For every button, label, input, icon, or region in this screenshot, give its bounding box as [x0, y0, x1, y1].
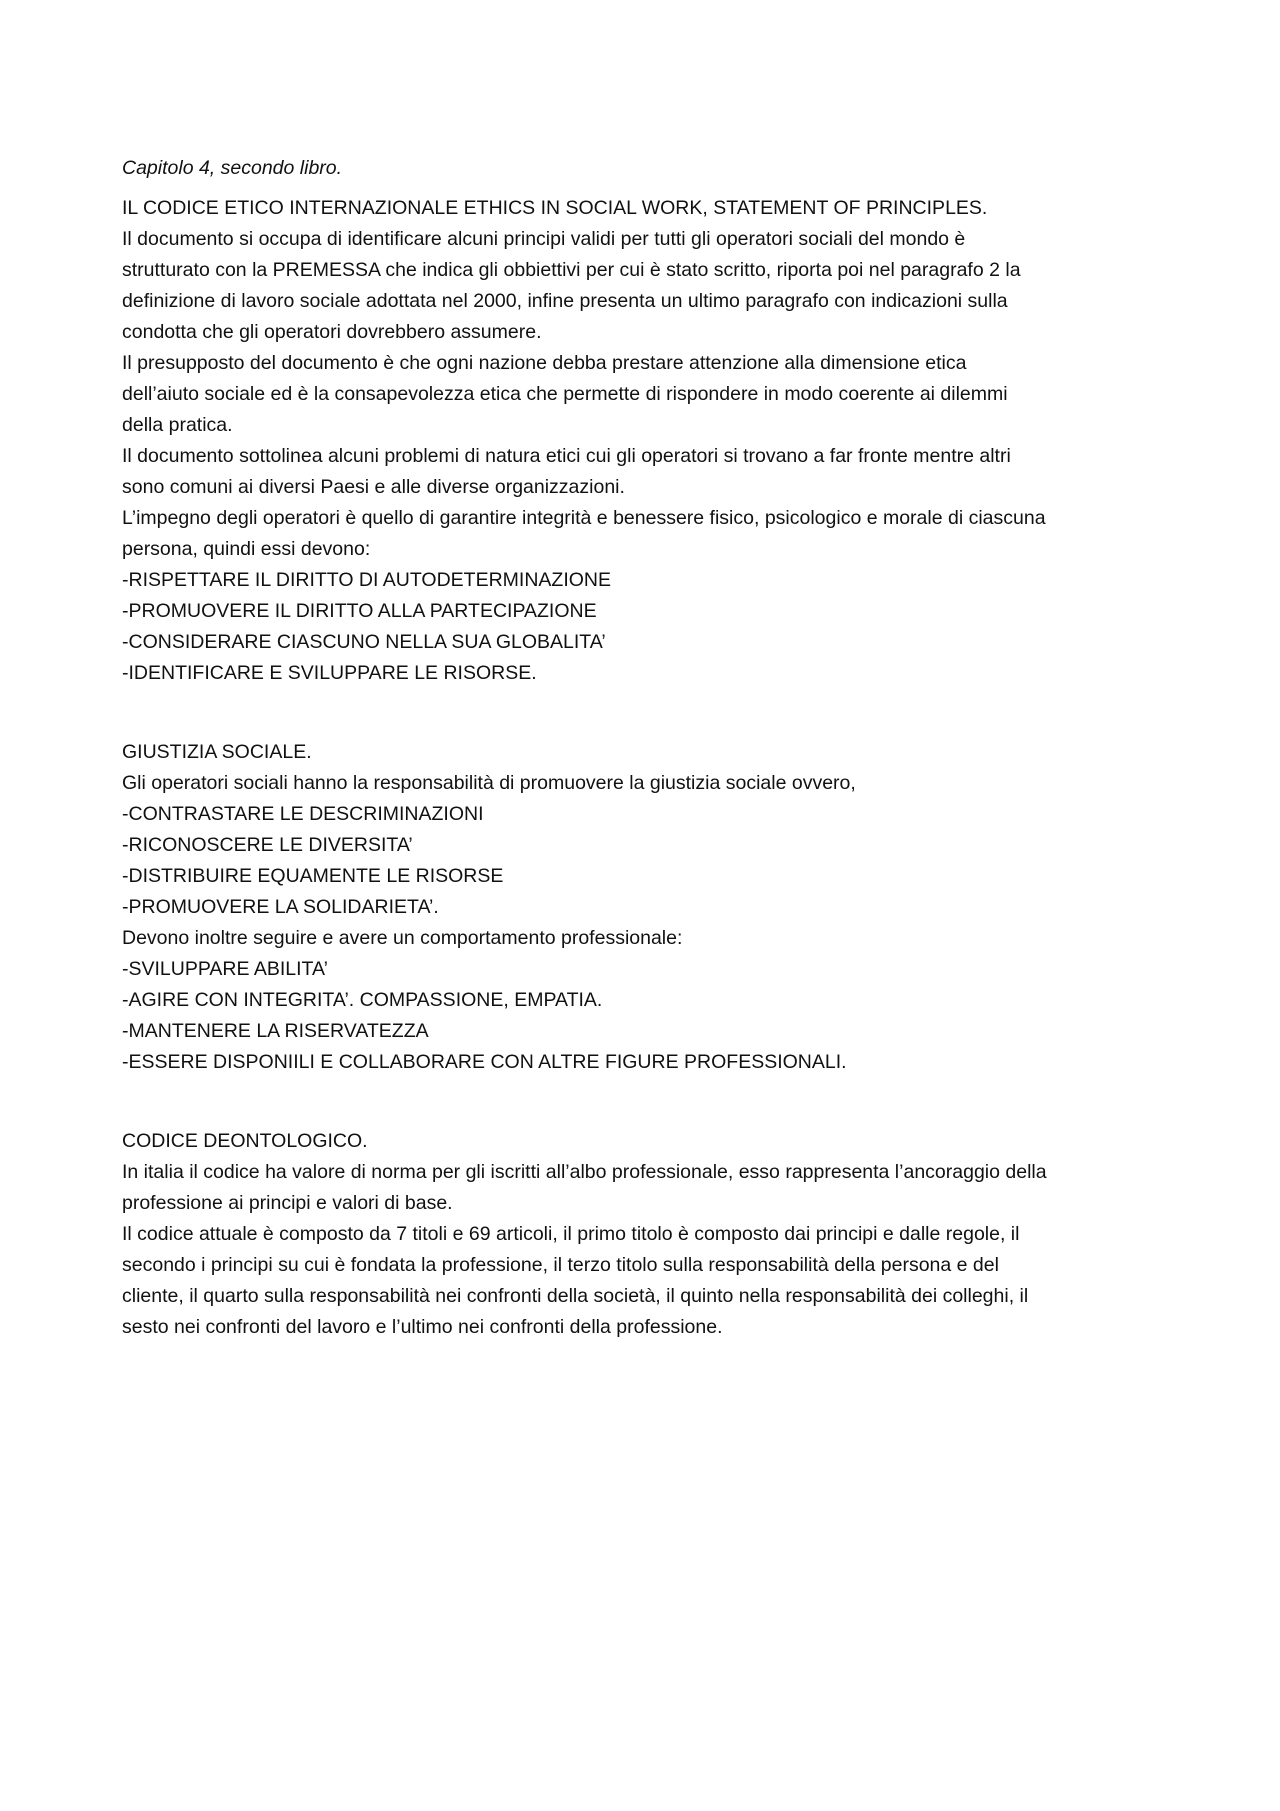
list-item: -SVILUPPARE ABILITA’ [122, 958, 328, 980]
list-item: -AGIRE CON INTEGRITA’. COMPASSIONE, EMPATIA. [122, 989, 603, 1011]
chapter-heading: Capitolo 4, secondo libro. [122, 157, 343, 179]
list-item: -IDENTIFICARE E SVILUPPARE LE RISORSE. [122, 662, 537, 684]
list-item: -RICONOSCERE LE DIVERSITA’ [122, 834, 413, 856]
section-title: GIUSTIZIA SOCIALE. [122, 741, 312, 763]
list-item: -MANTENERE LA RISERVATEZZA [122, 1020, 429, 1042]
section-deontological-code [122, 1126, 1172, 1343]
spacer [122, 689, 1172, 737]
paragraph-line: In italia il codice ha valore di norma per gli iscritti all’albo professionale, esso rappresenta l’ancoraggio della [122, 1161, 1047, 1183]
section-social-justice [122, 737, 1172, 1078]
document-body [122, 153, 1172, 1343]
paragraph-line: professione ai principi e valori di base. [122, 1192, 453, 1214]
paragraph-line: cliente, il quarto sulla responsabilità nei confronti della società, il quinto nella responsabilità dei colleghi, il [122, 1285, 1029, 1307]
paragraph-line: persona, quindi essi devono: [122, 538, 371, 560]
paragraph-line: Il documento si occupa di identificare alcuni principi validi per tutti gli operatori sociali del mondo è [122, 228, 966, 250]
paragraph-line: sesto nei confronti del lavoro e l’ultimo nei confronti della professione. [122, 1316, 723, 1338]
paragraph-line: sono comuni ai diversi Paesi e alle diverse organizzazioni. [122, 476, 625, 498]
list-item: -DISTRIBUIRE EQUAMENTE LE RISORSE [122, 865, 504, 887]
paragraph-line: secondo i principi su cui è fondata la professione, il terzo titolo sulla responsabilità della persona e del [122, 1254, 999, 1276]
paragraph-line: definizione di lavoro sociale adottata nel 2000, infine presenta un ultimo paragrafo con indicazioni sulla [122, 290, 1008, 312]
section-title: CODICE DEONTOLOGICO. [122, 1130, 368, 1152]
paragraph-line: L’impegno degli operatori è quello di garantire integrità e benessere fisico, psicologico e morale di ciascuna [122, 507, 1046, 529]
paragraph-line: strutturato con la PREMESSA che indica gli obbiettivi per cui è stato scritto, riporta poi nel paragrafo 2 la [122, 259, 1021, 281]
paragraph-line: Il presupposto del documento è che ogni nazione debba prestare attenzione alla dimensione etica [122, 352, 967, 374]
paragraph-line: della pratica. [122, 414, 233, 436]
list-item: -PROMUOVERE LA SOLIDARIETA’. [122, 896, 439, 918]
section-ethics-code [122, 193, 1172, 689]
list-item: -CONSIDERARE CIASCUNO NELLA SUA GLOBALITA’ [122, 631, 606, 653]
list-item: -ESSERE DISPONIILI E COLLABORARE CON ALTRE FIGURE PROFESSIONALI. [122, 1051, 847, 1073]
paragraph-line: Il codice attuale è composto da 7 titoli e 69 articoli, il primo titolo è composto dai principi e dalle regole, il [122, 1223, 1020, 1245]
spacer [122, 1078, 1172, 1126]
list-item: -CONTRASTARE LE DESCRIMINAZIONI [122, 803, 484, 825]
paragraph-line: Il documento sottolinea alcuni problemi di natura etici cui gli operatori si trovano a far fronte mentre altri [122, 445, 1011, 467]
paragraph-line: dell’aiuto sociale ed è la consapevolezza etica che permette di rispondere in modo coerente ai dilemmi [122, 383, 1008, 405]
paragraph-line: Gli operatori sociali hanno la responsabilità di promuovere la giustizia sociale ovvero, [122, 772, 856, 794]
section-title: IL CODICE ETICO INTERNAZIONALE ETHICS IN SOCIAL WORK, STATEMENT OF PRINCIPLES. [122, 197, 988, 219]
paragraph-line: Devono inoltre seguire e avere un comportamento professionale: [122, 927, 683, 949]
list-item: -RISPETTARE IL DIRITTO DI AUTODETERMINAZIONE [122, 569, 611, 591]
list-item: -PROMUOVERE IL DIRITTO ALLA PARTECIPAZIONE [122, 600, 597, 622]
paragraph-line: condotta che gli operatori dovrebbero assumere. [122, 321, 542, 343]
spacer [122, 184, 1172, 193]
